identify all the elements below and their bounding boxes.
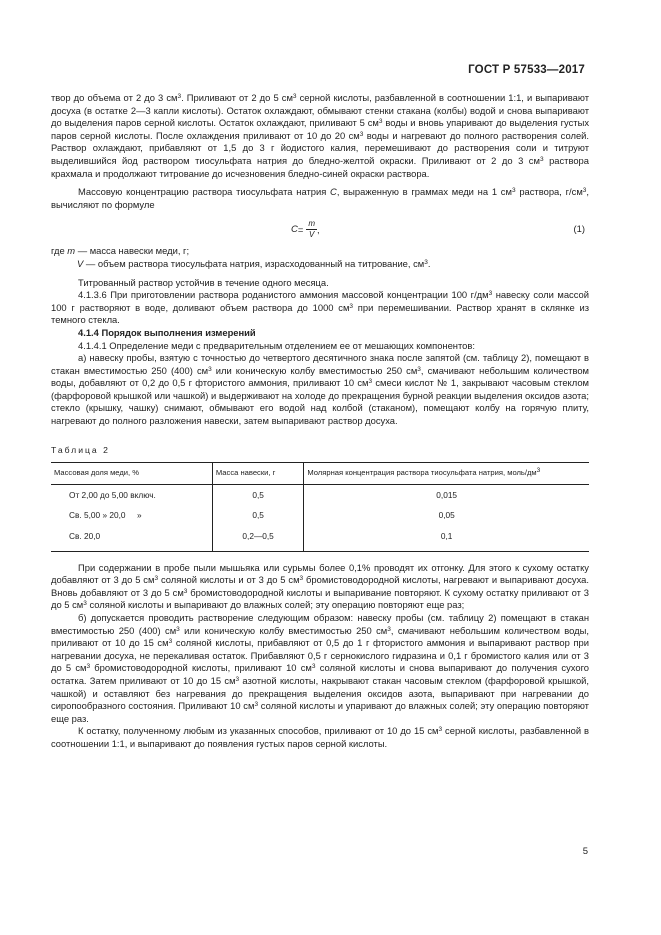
formula-number: (1) xyxy=(573,223,585,235)
formula-where-v: V — объем раствора тиосульфата натрия, израсходованный на титрование, $см^3$. xyxy=(77,257,431,269)
paragraph-item-b: б) допускается проводить растворение следующим образом: навеску пробы (см. таблицу 2) помещают в стакан вместимостью 250 (400) $см^3$ или коническую колбу вместимостью 250 $см^3$, смачивают небольшим количеством воды, приливают от 10 до 15 $см^3$ соляной кислоты, прибавляют от 0,5 до 1 г фтористого аммония и выпаривают раствор при нагревании досуха, не перекаливая остаток. Прибавляют 0,5 г сернокислого гидразина и 0,1 г бромистого калия или от 3 до 5 $см^3$ бромистоводородной кислоты, приливают 10 $см^3$ соляной кислоты и снова выпаривают до получения сухого остатка. Затем приливают от 10 до 15 $см^3$ азотной кислоты, накрывают стакан часовым стеклом (фарфоровой крышкой, чашкой) и оставляют без нагревания до прекращения выделения оксидов азота, выпаривают при нагревании до сиропообразного состояния. Приливают 10 $см^3$ соляной кислоты и упаривают до влажных солей; эту операцию повторяют еще раз. xyxy=(51,612,590,724)
document-body xyxy=(51,92,589,751)
table-header-row xyxy=(51,463,589,485)
table-caption: Таблица 2 xyxy=(51,444,110,455)
paragraph-4-1-3-6: 4.1.3.6 При приготовлении раствора роданистого аммония массовой концентрации 100 $г/дм^3$ навеску соли массой 100 г растворяют в воде, доливают объем раствора до 1000 $см^3$ при перемешивании. Раствор хранят в склянке из темного стекла. xyxy=(51,289,589,326)
paragraph-continuation: твор до объема от 2 до 3 $см^3$. Приливают от 2 до 5 $см^3$ серной кислоты, разбавленной в соотношении 1:1, и выпаривают досуха (в остатке 2—3 капли кислоты). Остаток охлаждают, обмывают стенки стакана (колбы) водой и снова выпаривают до выделения паров серной кислоты. Остаток охлаждают, приливают 5 $см^3$ воды и вновь упаривают до выделения густых паров серной кислоты. После охлаждения приливают от 10 до 20 $см^3$ воды и нагревают до полного растворения солей. Раствор охлаждают, прибавляют от 1,5 до 3 г йодистого калия, перемешивают до растворения соли и титруют выделившийся йод раствором тиосульфата натрия до бледно-желтой окраски. Приливают от 2 до 3 $см^3$ раствора крахмала и продолжают титрование до исчезновения бледно-синей окраски раствора. xyxy=(51,92,590,179)
table-row: Св. 5,00 » 20,0 » 0,5 0,05 xyxy=(51,505,589,526)
formula-fraction: $\frac{m}{V}$ xyxy=(308,219,316,240)
paragraph-stability: Титрованный раствор устойчив в течение одного месяца. xyxy=(78,276,329,288)
table-header-molar-concentration: Молярная концентрация раствора тиосульфата натрия, моль/$дм^3$ xyxy=(304,463,589,485)
paragraph-4-1-4-1: 4.1.4.1 Определение меди с предварительным отделением ее от мешающих компонентов: xyxy=(78,339,475,351)
table-row: Св. 20,0 0,2—0,5 0,1 xyxy=(51,526,589,551)
section-heading-4-1-4: 4.1.4 Порядок выполнения измерений xyxy=(78,326,256,338)
table-2 xyxy=(51,462,589,551)
paragraph-residue: К остатку, полученному любым из указанных способов, приливают от 10 до 15 $см^3$ серной кислоты, разбавленной в соотношении 1:1, и выпаривают до появления густых паров серной кислоты. xyxy=(51,725,590,749)
paragraph-concentration: Массовую концентрацию раствора тиосульфата натрия С, выраженную в граммах меди на 1 $см^3$ раствора, $г/см^3$, вычисляют по формуле xyxy=(51,186,589,210)
page-number: 5 xyxy=(582,846,588,857)
formula-where-m: где m — масса навески меди, г; xyxy=(51,245,190,257)
table-header-mass-fraction: Массовая доля меди, % xyxy=(51,463,212,485)
formula-1: C = $\frac{m}{V}$ , (1) xyxy=(291,219,585,240)
document-code: ГОСТ Р 57533—2017 xyxy=(468,64,585,76)
formula-lhs: C xyxy=(291,223,298,235)
table-row: От 2,00 до 5,00 включ. 0,5 0,015 xyxy=(51,484,589,505)
table-header-sample-mass: Масса навески, г xyxy=(212,463,303,485)
paragraph-arsenic-removal: При содержании в пробе пыли мышьяка или сурьмы более 0,1% проводят их отгонку. Для этого к сухому остатку добавляют от 3 до 5 $см^3$ соляной кислоты и от 3 до 5 $см^3$ бромистоводородной кислоты, нагревают и выпаривают досуха. Вновь добавляют от 3 до 5 $см^3$ бромистоводородной кислоты и выпаривание повторяют. К сухому остатку приливают от 3 до 5 $см^3$ соляной кислоты и выпаривают до влажных солей; эту операцию повторяют еще раз; xyxy=(51,561,589,611)
paragraph-item-a: а) навеску пробы, взятую с точностью до четвертого десятичного знака после запятой (см. таблицу 2), помещают в стакан вместимостью 250 (400) $см^3$ или коническую колбу вместимостью 250 $см^3$, смачивают небольшим количеством воды, добавляют от 0,2 до 0,5 г фтористого аммония, приливают 10 $см^3$ смеси кислот № 1, закрывают часовым стеклом (фарфоровой крышкой или чашкой) и выдерживают на холоде до прекращения бурной реакции выделения оксидов азота; стекло (крышку, чашку) снимают, обмывают его водой над колбой (стаканом), помещают колбу на горячую плиту, нагревают до полного разложения навески, затем выпаривают раствор досуха. xyxy=(51,352,589,427)
